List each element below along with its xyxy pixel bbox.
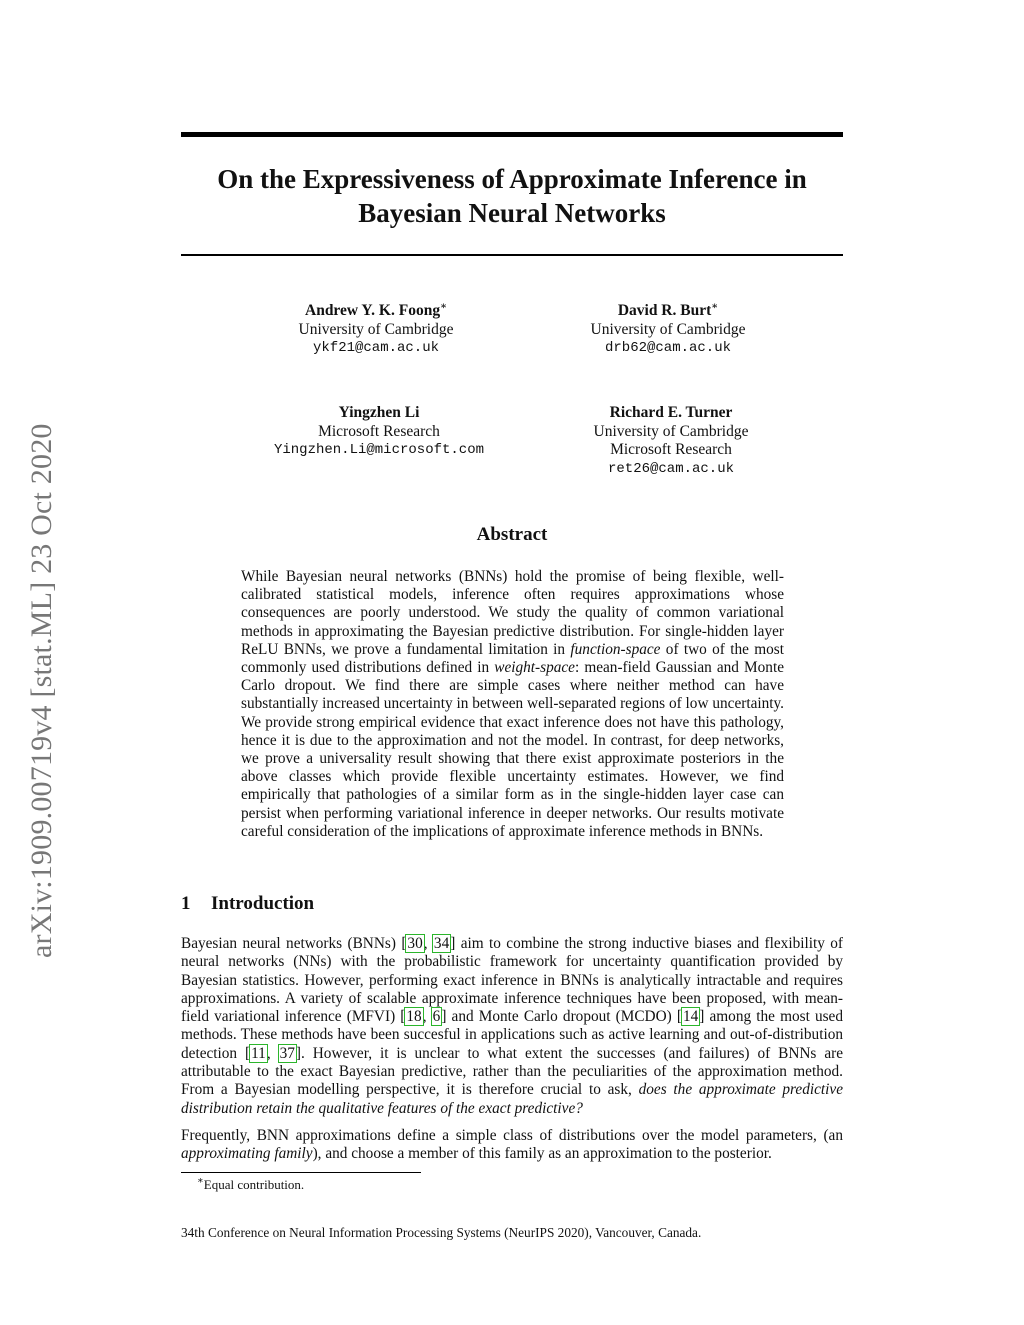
author-affiliation: Microsoft Research — [318, 422, 440, 440]
author-name: Richard E. Turner — [609, 404, 733, 421]
citation-link[interactable]: 11 — [251, 1044, 266, 1062]
citation-link[interactable]: 6 — [432, 1008, 441, 1026]
citation-link[interactable]: 34 — [433, 935, 450, 952]
citation-link[interactable]: 14 — [682, 1008, 699, 1026]
title-line-2: Bayesian Neural Networks — [358, 198, 666, 228]
author-email[interactable]: Yingzhen.Li@microsoft.com — [273, 442, 485, 458]
author-name: Yingzhen Li — [338, 404, 420, 421]
author-name: David R. Burt∗ — [617, 300, 719, 319]
author-block-foong — [226, 302, 526, 358]
citation-link[interactable]: 37 — [279, 1044, 295, 1062]
author-email[interactable]: drb62@cam.ac.uk — [604, 340, 732, 356]
author-block-li — [229, 404, 529, 460]
author-name: Andrew Y. K. Foong∗ — [305, 300, 447, 319]
author-affiliation-secondary: Microsoft Research — [610, 441, 732, 458]
author-affiliation: University of Cambridge — [298, 320, 454, 338]
title-top-rule — [181, 132, 843, 137]
author-affiliation: University of Cambridge — [593, 422, 749, 440]
author-email[interactable]: ykf21@cam.ac.uk — [312, 340, 440, 356]
abstract-heading: Abstract — [476, 524, 548, 545]
intro-paragraph-2: Frequently, BNN approximations define a simple class of distributions over the model parameters, (an approximating family), and choose a member of this family as an approximation to the posterior. — [181, 1127, 843, 1163]
citation-link[interactable]: 18 — [406, 1008, 422, 1026]
author-email[interactable]: ret26@cam.ac.uk — [607, 460, 735, 477]
arxiv-identifier: arXiv:1909.00719v4 [stat.ML] 23 Oct 2020 — [25, 423, 58, 958]
conference-footer: 34th Conference on Neural Information Processing Systems (NeurIPS 2020), Vancouver, Canada. — [181, 1225, 702, 1240]
author-affiliation: University of Cambridge — [590, 320, 746, 338]
author-block-burt — [518, 302, 818, 358]
title-bottom-rule — [181, 254, 843, 256]
title-line-1: On the Expressiveness of Approximate Inference in — [217, 164, 807, 194]
footnote-equal-contribution: ∗Equal contribution. — [197, 1175, 305, 1192]
footnote-rule — [181, 1172, 421, 1173]
author-block-turner — [521, 404, 821, 478]
paper-title — [181, 162, 843, 230]
section-heading-introduction: 1 Introduction — [181, 893, 315, 914]
intro-paragraph-1: Bayesian neural networks (BNNs) [30, 34] aim to combine the strong inductive biases and flexibility of neural networks (NNs) with the probabilistic framework for uncertainty quantification provided by Bayesian statistics. However, performing exact inference in BNNs is analytically intractable and requires approximations. A variety of scalable approximate inference techniques have been proposed, with mean-field variational inference (MFVI) [18, 6] and Monte Carlo dropout (MCDO) [14] among the most used methods. These methods have been succesful in applications such as active learning and out-of-distribution detection [11, 37]. However, it is unclear to what extent the successes (and failures) of BNNs are attributable to the exact Bayesian predictive, rather than the peculiarities of the approximation method. From a Bayesian modelling perspective, it is therefore crucial to ask, does the approximate predictive distribution retain the qualitative features of the exact predictive? — [181, 935, 843, 1117]
citation-link[interactable]: 30 — [407, 935, 423, 952]
abstract-text: While Bayesian neural networks (BNNs) hold the promise of being flexible, well-calibrated statistical models, inference often requires approximations whose consequences are poorly understood. We study the quality of common variational methods in approximating the Bayesian predictive distribution. For single-hidden layer ReLU BNNs, we prove a fundamental limitation in function-space of two of the most commonly used distributions defined in weight-space: mean-field Gaussian and Monte Carlo dropout. We find there are simple cases where neither method can have substantially increased uncertainty in between well-separated regions of low uncertainty. We provide strong empirical evidence that exact inference does not have this pathology, hence it is due to the approximation and not the model. In contrast, for deep networks, we prove a universality result showing that there exist approximate posteriors in the above classes which provide flexible uncertainty estimates. However, we find empirically that pathologies of a similar form as in the single-hidden layer case can persist when performing variational inference in deeper networks. Our results motivate careful consideration of the implications of approximate inference methods in BNNs. — [241, 568, 784, 840]
